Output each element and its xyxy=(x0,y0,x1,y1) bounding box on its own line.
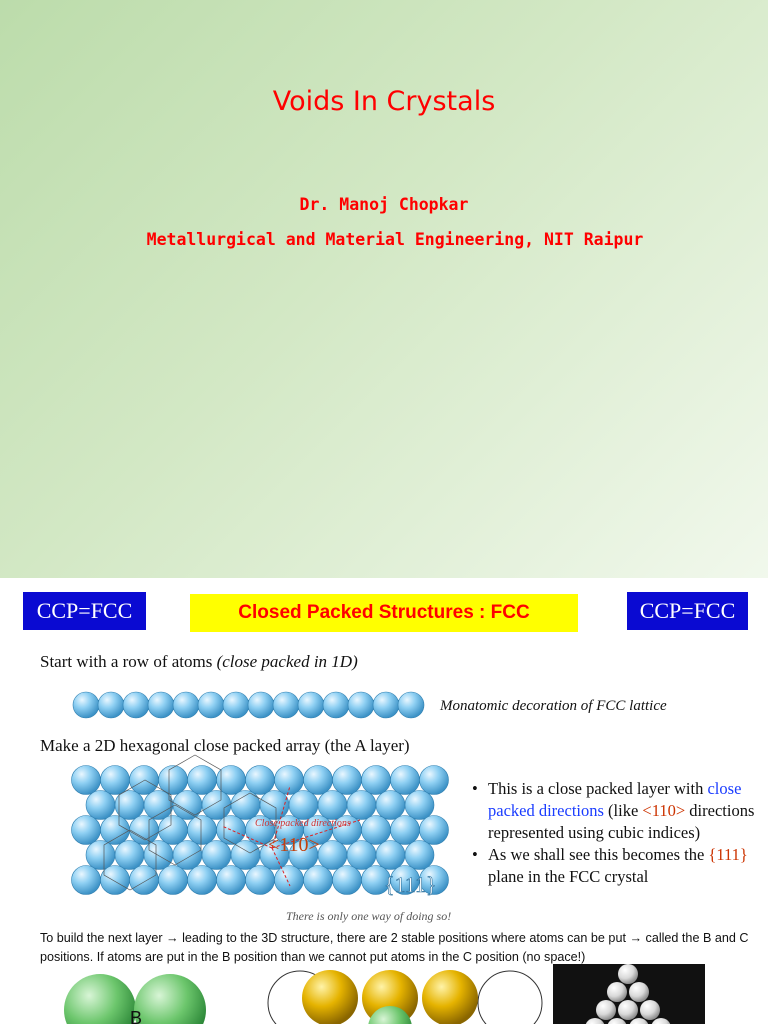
atom-sphere xyxy=(420,816,449,845)
atom-sphere xyxy=(405,841,434,870)
caption-italic: (close packed in 1D) xyxy=(216,652,358,671)
atom-sphere xyxy=(202,841,231,870)
atom-sphere xyxy=(304,766,333,795)
bullet-text: directions represented using cubic indices) xyxy=(488,801,755,842)
atom-sphere xyxy=(260,791,289,820)
atom-sphere xyxy=(188,816,217,845)
atom-sphere xyxy=(376,841,405,870)
atom-sphere xyxy=(318,841,347,870)
bullet-text: (like xyxy=(603,801,643,820)
bullet-highlight: close packed directions xyxy=(488,779,742,820)
atom-sphere xyxy=(98,692,124,718)
atom-sphere xyxy=(159,866,188,895)
atom-sphere xyxy=(347,841,376,870)
atom-sphere xyxy=(115,841,144,870)
atom-sphere xyxy=(101,866,130,895)
atom-sphere xyxy=(333,766,362,795)
atom-sphere xyxy=(130,866,159,895)
atom-sphere xyxy=(376,791,405,820)
only-one-way-note: There is only one way of doing so! xyxy=(286,909,452,923)
bullet-highlight: <110> xyxy=(642,801,686,820)
atom-sphere xyxy=(217,866,246,895)
green-spheres-b-layer xyxy=(64,974,206,1024)
atom-sphere xyxy=(231,791,260,820)
atom-sphere xyxy=(72,766,101,795)
bullet-highlight: {111} xyxy=(708,845,748,864)
atom-sphere xyxy=(318,791,347,820)
atom-sphere xyxy=(72,816,101,845)
atom-sphere xyxy=(398,692,424,718)
atom-sphere xyxy=(289,791,318,820)
atom-sphere xyxy=(73,692,99,718)
atom-sphere xyxy=(298,692,324,718)
atom-sphere xyxy=(362,766,391,795)
atom-sphere xyxy=(86,791,115,820)
plane-111-label: {111} xyxy=(384,872,437,897)
hexagonal-layer-caption: Make a 2D hexagonal close packed array (the A layer) xyxy=(40,736,410,755)
atom-sphere xyxy=(198,692,224,718)
atom-row-1d xyxy=(73,692,424,718)
atom-sphere xyxy=(101,816,130,845)
b-position-label: B xyxy=(130,1008,143,1024)
atom-sphere xyxy=(86,841,115,870)
atom-sphere xyxy=(101,766,130,795)
atom-sphere xyxy=(420,766,449,795)
monatomic-caption: Monatomic decoration of FCC lattice xyxy=(440,698,667,714)
bullet-text: plane in the FCC crystal xyxy=(488,867,649,886)
atom-sphere xyxy=(123,692,149,718)
slide-title: Voids In Crystals xyxy=(272,86,496,117)
caption-plain: Start with a row of atoms xyxy=(40,652,217,671)
pearl-spheres-photo xyxy=(553,964,705,1024)
atom-sphere xyxy=(405,791,434,820)
atom-sphere xyxy=(373,692,399,718)
atom-sphere xyxy=(347,791,376,820)
atom-sphere xyxy=(246,866,275,895)
row-of-atoms-caption xyxy=(40,652,358,672)
atom-sphere xyxy=(304,866,333,895)
atom-sphere xyxy=(391,816,420,845)
slide-heading: Closed Packed Structures : FCC xyxy=(190,594,578,632)
atom-sphere xyxy=(217,816,246,845)
atom-sphere xyxy=(173,841,202,870)
atom-sphere xyxy=(323,692,349,718)
atom-sphere xyxy=(148,692,174,718)
author-affiliation: Metallurgical and Material Engineering, NIT Raipur xyxy=(146,230,644,249)
direction-110-label: <110> xyxy=(268,834,320,856)
bullet-item: • This is a close packed layer with close packed directions (like <110> directions represented using cubic indices) xyxy=(472,779,755,842)
atom-sphere xyxy=(144,841,173,870)
bullet-text: As we shall see this becomes the xyxy=(488,845,709,864)
atom-sphere xyxy=(333,866,362,895)
atom-sphere xyxy=(362,816,391,845)
atom-sphere xyxy=(248,692,274,718)
atom-sphere xyxy=(273,692,299,718)
atom-sphere xyxy=(72,866,101,895)
author-name: Dr. Manoj Chopkar xyxy=(299,195,469,214)
atom-sphere xyxy=(246,766,275,795)
fcc-slide xyxy=(0,578,768,1024)
gold-spheres-layer xyxy=(268,970,542,1024)
atom-sphere xyxy=(188,866,217,895)
next-layer-explanation: To build the next layer → leading to the 3D structure, there are 2 stable positions where atoms can be put → called the B and C positions. If atoms are put in the B position than we cannot put atoms in the C position (no space!) xyxy=(40,931,749,964)
ccp-fcc-badge-right: CCP=FCC xyxy=(627,592,748,630)
close-packed-directions-label: Close packed directions xyxy=(255,818,351,829)
bullet-item: • As we shall see this becomes the {111} plane in the FCC crystal xyxy=(472,845,748,886)
atom-sphere xyxy=(275,866,304,895)
bullet-text: This is a close packed layer with xyxy=(488,779,708,798)
atom-sphere xyxy=(173,692,199,718)
atom-sphere xyxy=(130,766,159,795)
bullet-list xyxy=(472,778,768,888)
atom-sphere xyxy=(223,692,249,718)
atom-sphere xyxy=(348,692,374,718)
atom-sphere xyxy=(188,766,217,795)
atom-sphere xyxy=(130,816,159,845)
atom-sphere xyxy=(391,766,420,795)
ccp-fcc-badge-left: CCP=FCC xyxy=(23,592,146,630)
atom-sphere xyxy=(202,791,231,820)
